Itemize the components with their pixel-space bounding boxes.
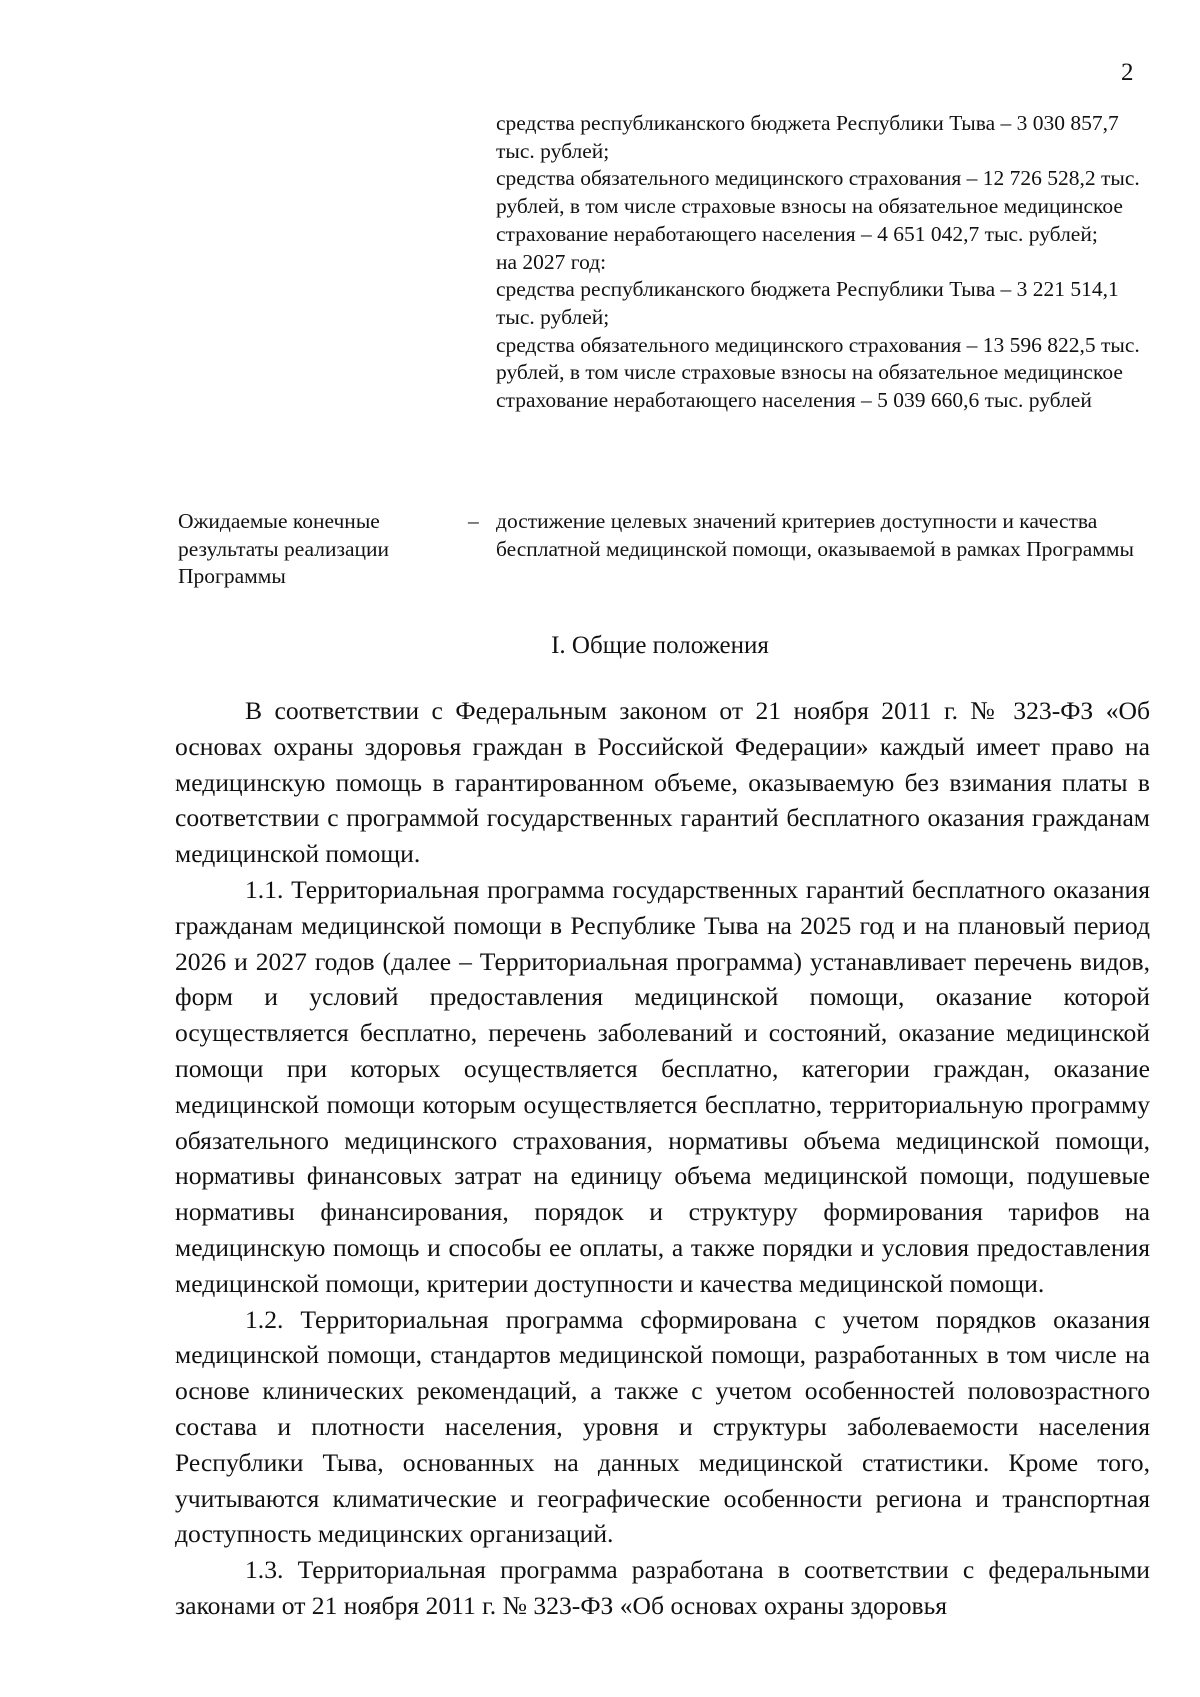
passport-line: на 2027 год: — [496, 249, 607, 274]
page-number: 2 — [1121, 59, 1134, 86]
passport-financing-continuation — [496, 110, 1146, 415]
expected-results-value: достижение целевых значений критериев доступности и качества бесплатной медицинской помощи, оказываемой в рамках Программы — [496, 509, 1134, 561]
expected-results-label: Ожидаемые конечные результаты реализации Программы — [178, 509, 390, 589]
paragraph: 1.2. Территориальная программа сформирована с учетом порядков оказания медицинской помощи, стандартов медицинской помощи, разработанных в том числе на основе клинических рекомендаций, а также с учетом особенностей половозрастного состава и плотности населения, уровня и структуры заболеваемости населения Республики Тыва, основанных на данных медицинской статистики. Кроме того, учитываются климатические и географические особенности региона и транспортная доступность медицинских организаций. — [175, 1304, 1150, 1549]
passport-line: средства обязательного медицинского страхования – 13 596 822,5 тыс. рублей, в том числе страховые взносы на обязательное медицинское страхование неработающего населения – 5 039 660,6 тыс. рублей — [496, 332, 1140, 413]
expected-results-row — [0, 508, 1200, 598]
passport-line: средства республиканского бюджета Республики Тыва – 3 221 514,1 тыс. рублей; — [496, 277, 1119, 329]
paragraph: В соответствии с Федеральным законом от 21 ноября 2011 г. № 323-ФЗ «Об основах охраны здоровья граждан в Российской Федерации» каждый имеет право на медицинскую помощь в гарантированном объеме, оказываемую без взимания платы в соответствии с программой государственных гарантий бесплатного оказания гражданам медицинской помощи. — [175, 696, 1150, 869]
expected-results-dash: – — [468, 509, 479, 533]
paragraph: 1.1. Территориальная программа государственных гарантий бесплатного оказания гражданам медицинской помощи в Республике Тыва на 2025 год и на плановый период 2026 и 2027 годов (далее – Территориальная программа) устанавливает перечень видов, форм и условий предоставления медицинской помощи, оказание которой осуществляется бесплатно, перечень заболеваний и состояний, оказание медицинской помощи при которых осуществляется бесплатно, категории граждан, оказание медицинской помощи которым осуществляется бесплатно, территориальную программу обязательного медицинского страхования, нормативы объема медицинской помощи, нормативы финансовых затрат на единицу объема медицинской помощи, подушевые нормативы финансирования, порядок и структуру формирования тарифов на медицинскую помощь и способы ее оплаты, а также порядки и условия предоставления медицинской помощи, критерии доступности и качества медицинской помощи. — [175, 874, 1150, 1298]
passport-line: средства республиканского бюджета Республики Тыва – 3 030 857,7 тыс. рублей; — [496, 111, 1119, 163]
passport-line: средства обязательного медицинского страхования – 12 726 528,2 тыс. рублей, в том числе страховые взносы на обязательное медицинское страхование неработающего населения – 4 651 042,7 тыс. рублей; — [496, 166, 1140, 246]
section-heading: I. Общие положения — [551, 632, 769, 659]
body-text — [175, 693, 1150, 1624]
paragraph: 1.3. Территориальная программа разработана в соответствии с федеральными законами от 21 ноября 2011 г. № 323-ФЗ «Об основах охраны здоровья — [175, 1555, 1150, 1620]
